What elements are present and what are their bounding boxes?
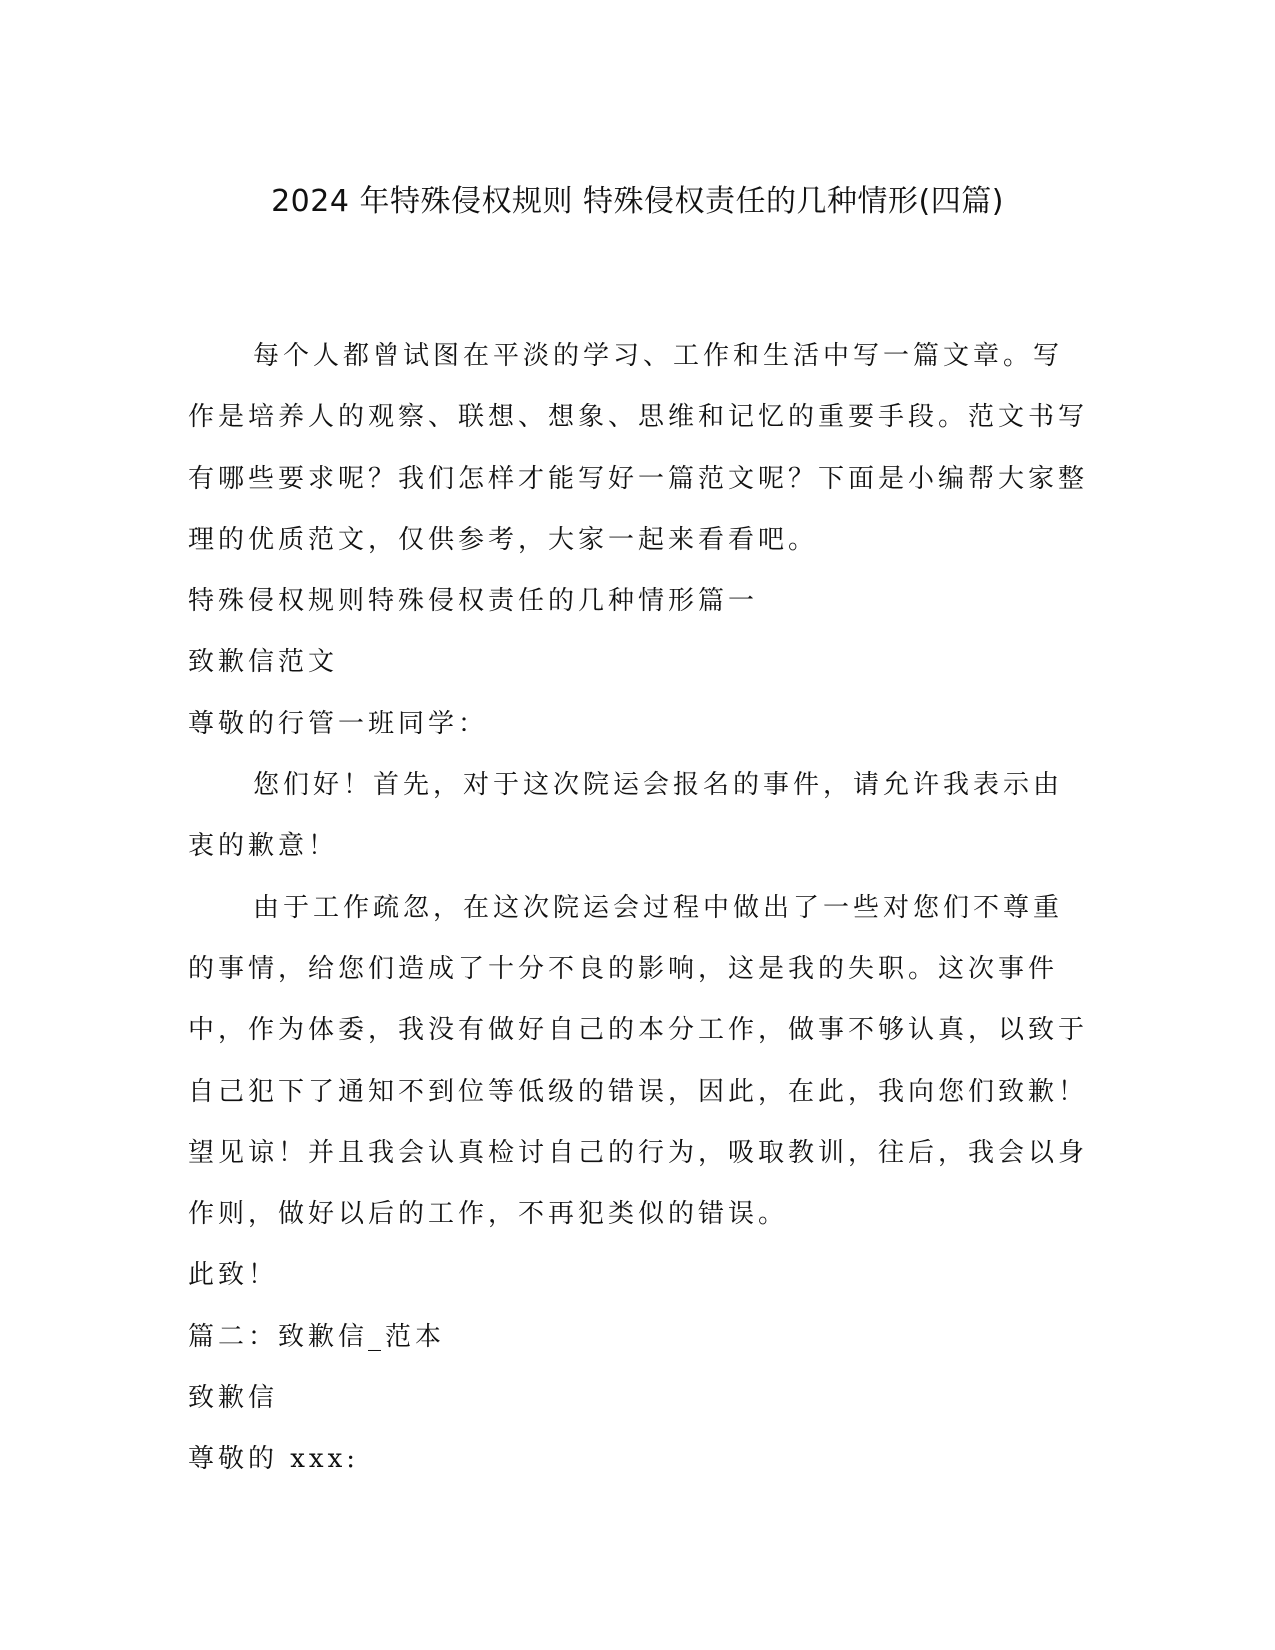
letter-salutation-1: 尊敬的行管一班同学：: [188, 708, 489, 739]
letter-title-2: 致歉信: [188, 1383, 279, 1414]
section-heading-2: 篇二：致歉信_范本: [188, 1321, 446, 1352]
letter-salutation-2: 尊敬的 xxx:: [188, 1444, 360, 1475]
letter-closing-1: 此致！: [188, 1260, 279, 1291]
document-body: [188, 326, 1088, 1491]
section-heading-1: 特殊侵权规则特殊侵权责任的几种情形篇一: [188, 586, 759, 617]
letter-paragraph-1: 您们好！首先，对于这次院运会报名的事件，请允许我表示由衷的歉意！: [188, 770, 1064, 862]
letter-paragraph-2: 由于工作疏忽，在这次院运会过程中做出了一些对您们不尊重的事情，给您们造成了十分不良的影响，这是我的失职。这次事件中，作为体委，我没有做好自己的本分工作，做事不够认真，以致于自己犯下了通知不到位等低级的错误，因此，在此，我向您们致歉！望见谅！并且我会认真检讨自己的行为，吸取教训，往后，我会以身作则，做好以后的工作，不再犯类似的错误。: [188, 892, 1089, 1230]
letter-title-1: 致歉信范文: [188, 647, 339, 678]
document-title: 2024 年特殊侵权规则 特殊侵权责任的几种情形(四篇): [271, 184, 1004, 219]
intro-paragraph: 每个人都曾试图在平淡的学习、工作和生活中写一篇文章。写作是培养人的观察、联想、想象、思维和记忆的重要手段。范文书写有哪些要求呢？我们怎样才能写好一篇范文呢？下面是小编帮大家整理的优质范文，仅供参考，大家一起来看看吧。: [188, 341, 1089, 555]
